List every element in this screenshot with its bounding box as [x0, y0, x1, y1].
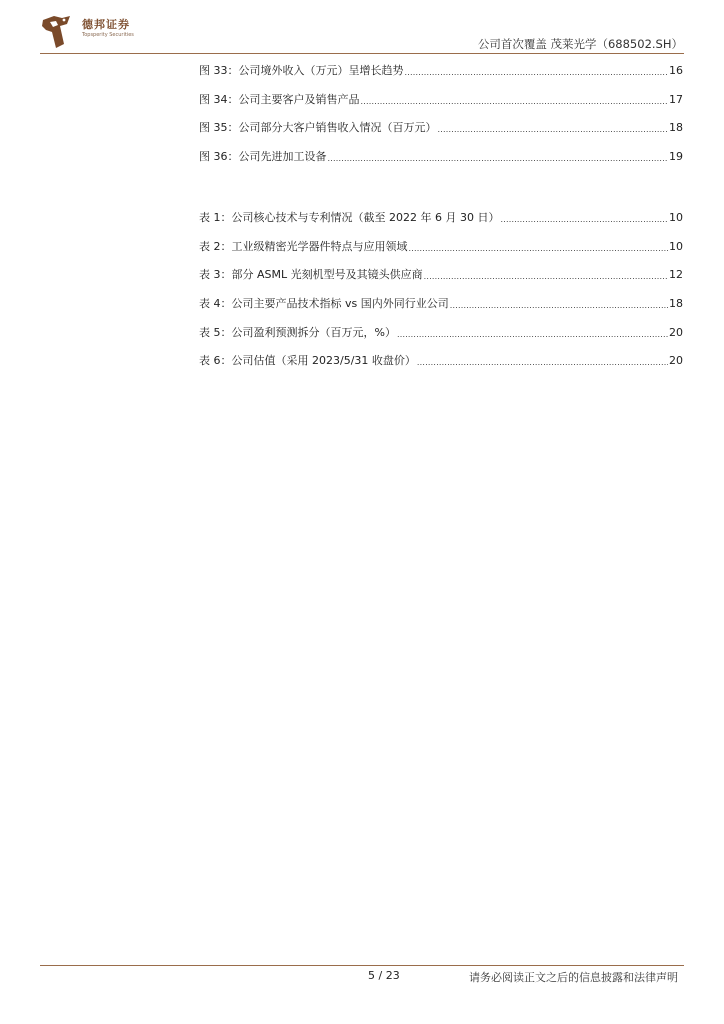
brand	[82, 19, 134, 38]
toc-entry-title: 表 3：部分 ASML 光刻机型号及其镜头供应商	[199, 268, 423, 282]
toc-dot-leader	[500, 215, 668, 227]
toc-dot-leader	[405, 68, 669, 80]
toc-entry[interactable]	[199, 148, 683, 177]
report-title: 公司首次覆盖 茂莱光学（688502.SH）	[477, 37, 683, 51]
toc-entry-page: 10	[669, 239, 683, 253]
toc-entry-title: 表 2：工业级精密光学器件特点与应用领域	[199, 239, 408, 253]
toc-entry-page: 18	[669, 297, 683, 311]
toc-entry[interactable]	[199, 91, 683, 120]
toc-dot-leader	[361, 97, 669, 109]
toc-entry[interactable]	[199, 266, 683, 295]
disclaimer-notice: 请务必阅读正文之后的信息披露和法律声明	[469, 971, 678, 984]
tables-toc-list	[199, 209, 683, 381]
toc-entry-page: 19	[669, 150, 683, 164]
toc-entry-page: 20	[669, 325, 683, 339]
brand-name-cn: 德邦证券	[82, 18, 130, 31]
toc-entry-page: 10	[669, 211, 683, 224]
toc-entry-title: 图 35：公司部分大客户销售收入情况（百万元）	[199, 121, 437, 135]
toc-dot-leader	[424, 272, 668, 284]
toc-entry-page: 20	[669, 354, 683, 368]
toc-entry-title: 图 34：公司主要客户及销售产品	[199, 92, 360, 106]
header-divider	[40, 53, 684, 54]
toc-entry[interactable]	[199, 295, 683, 324]
toc-entry-title: 表 6：公司估值（采用 2023/5/31 收盘价）	[199, 354, 416, 368]
topsperity-logo-icon	[40, 14, 74, 50]
footer-divider	[40, 965, 684, 966]
brand-name-en: Topsperity Securities	[82, 32, 134, 38]
toc-entry[interactable]	[199, 119, 683, 148]
page-header	[0, 0, 724, 60]
toc-entry-title: 图 33：公司境外收入（万元）呈增长趋势	[199, 64, 404, 77]
page-number: 5 / 23	[368, 969, 400, 982]
toc-entry[interactable]	[199, 238, 683, 267]
toc-entry-page: 16	[669, 64, 683, 77]
toc-entry-title: 表 5：公司盈利预测拆分（百万元，%）	[199, 325, 396, 339]
toc-entry-title: 图 36：公司先进加工设备	[199, 150, 327, 164]
toc-dot-leader	[417, 358, 668, 370]
toc-entry[interactable]	[199, 352, 683, 381]
toc-dot-leader	[328, 154, 669, 166]
toc-dot-leader	[409, 244, 669, 256]
toc-entry-title: 表 4：公司主要产品技术指标 vs 国内外同行业公司	[199, 297, 449, 311]
toc-entry[interactable]	[199, 62, 683, 91]
toc-entry[interactable]	[199, 324, 683, 353]
toc-entry-page: 18	[669, 121, 683, 135]
toc-dot-leader	[397, 330, 668, 342]
toc-entry-title: 表 1：公司核心技术与专利情况（截至 2022 年 6 月 30 日）	[199, 211, 500, 224]
toc-dot-leader	[438, 125, 669, 137]
figures-toc-list	[199, 62, 683, 177]
toc-entry[interactable]	[199, 209, 683, 238]
toc-entry-page: 17	[669, 92, 683, 106]
toc-dot-leader	[450, 301, 668, 313]
toc-entry-page: 12	[669, 268, 683, 282]
